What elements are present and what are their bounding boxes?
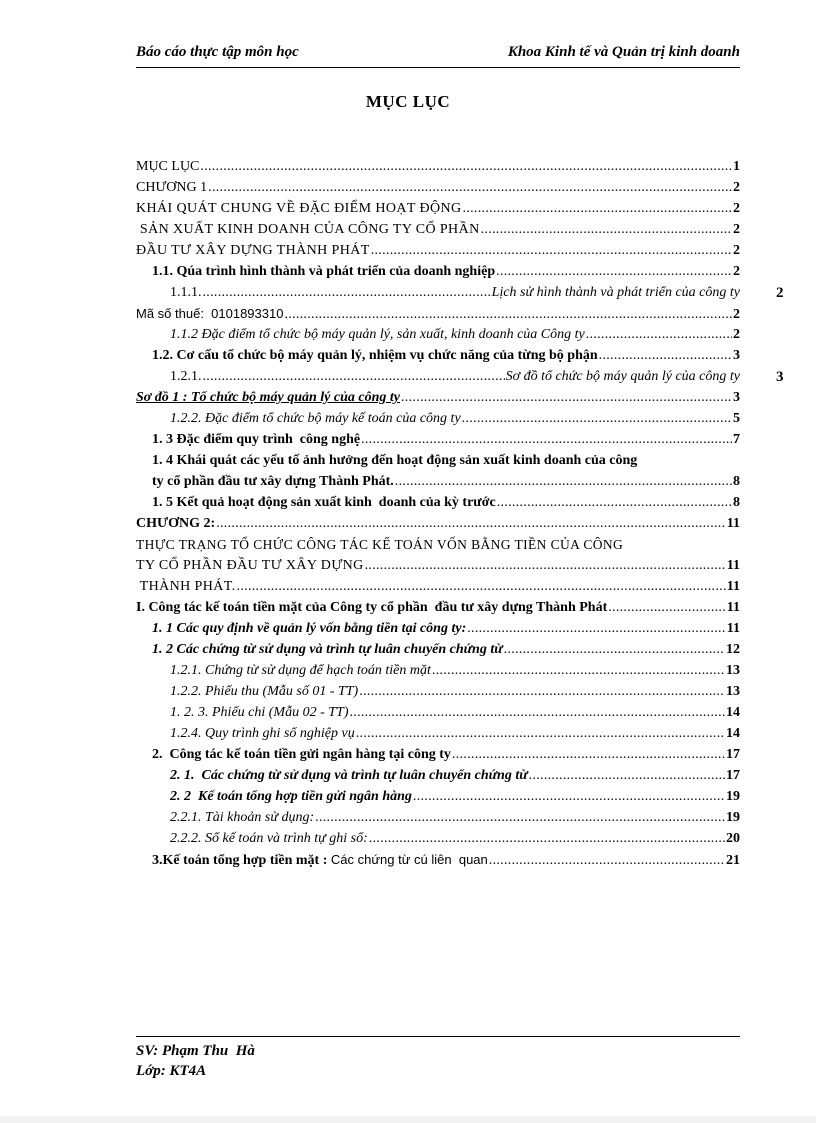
toc-entry-text: ĐẦU TƯ XÂY DỰNG THÀNH PHÁT [136,243,370,258]
toc-entry-text: 1. 2 Các chứng từ sử dụng và trình tự luân chuyển chứng từ [152,642,503,657]
toc-entry-text: Sơ đồ tổ chức bộ máy quản lý của công ty [505,369,740,384]
toc-entry[interactable] [136,262,740,283]
toc-entry-page: 1 [733,159,740,174]
toc-entry-page: 11 [726,558,740,573]
toc-entry[interactable] [136,619,740,640]
toc-entry[interactable] [136,430,740,451]
toc-entry-text: THỰC TRẠNG TỔ CHỨC CÔNG TÁC KẾ TOÁN VỐN BẰNG TIỀN CỦA CÔNG [136,537,624,552]
toc-entry-page: 13 [726,663,740,678]
toc-entry[interactable] [136,703,740,724]
toc-entry[interactable] [136,493,740,514]
toc-entry-page: 3 [733,348,740,363]
toc-entry-page: 2 [733,264,740,279]
header-divider [136,67,740,68]
toc-entry[interactable] [136,304,740,325]
toc-entry-text: 1.2.1. Chứng từ sử dụng để hạch toán tiền mặt [170,663,431,678]
toc-entry-page: 2 [733,327,740,342]
page-footer [136,1041,255,1081]
toc-entry-text: 2. 1. Các chứng từ sử dụng và trình tự luân chuyển chứng từ [170,768,528,783]
toc-entry[interactable] [136,787,740,808]
toc-entry-page: 11 [726,516,740,531]
toc-entry[interactable] [136,745,740,766]
toc-entry[interactable] [136,661,740,682]
toc-entry[interactable] [136,388,740,409]
toc-entry-text: 1. 1 Các quy định về quản lý vốn bằng tiền tại công ty: [152,621,467,636]
toc-entry-text: THÀNH PHÁT. [136,579,236,594]
toc-entry-text: Sơ đồ 1 : Tổ chức bộ máy quản lý của công ty [136,390,400,405]
toc-entry-text: 1.2. Cơ cấu tổ chức bộ máy quản lý, nhiệm vụ chức năng của từng bộ phận [152,348,598,363]
toc-entry-page: 17 [726,747,740,762]
toc-entry-page: 2 [776,285,784,301]
toc-entry[interactable] [136,157,740,178]
toc-entry[interactable] [136,199,740,220]
toc-entry-text: CHƯƠNG 2: [136,516,216,531]
footer-student: SV: Phạm Thu Hà [136,1043,255,1059]
toc-entry-text: I. Công tác kế toán tiền mặt của Công ty cổ phần đầu tư xây dựng Thành Phát [136,600,608,615]
toc-entry[interactable] [136,451,740,493]
toc-entry-page: 14 [726,726,740,741]
toc-entry-text: KHÁI QUÁT CHUNG VỀ ĐẶC ĐIỂM HOẠT ĐỘNG [136,201,462,216]
toc-entry[interactable] [136,850,740,871]
toc-entry[interactable] [136,577,740,598]
toc-entry-page: 11 [726,621,740,636]
toc-entry[interactable] [136,766,740,787]
toc-entry[interactable] [136,409,740,430]
toc-entry-text: MỤC LỤC [136,159,200,174]
toc-entry-text: 1.2.2. Phiếu thu (Mẫu số 01 - TT) [170,684,359,699]
toc-entry[interactable] [136,367,784,388]
toc-entry-text: 1.2.4. Quy trình ghi sổ nghiệp vụ [170,726,355,741]
toc-entry[interactable] [136,724,740,745]
toc-entry-text: 1.2.2. Đặc điểm tổ chức bộ máy kế toán của công ty [170,411,461,426]
toc-entry-text: 2.2.2. Sổ kế toán và trình tự ghi sổ: [170,831,368,846]
toc-entry-page: 5 [733,411,740,426]
toc-entry-page: 7 [733,432,740,447]
toc-entry-page: 19 [726,789,740,804]
toc-entry-page: 17 [726,768,740,783]
toc-entry-number: 1.1.1. [170,285,202,300]
toc-entry-page: 2 [733,180,740,195]
toc-entry-text: 2. Công tác kế toán tiền gửi ngân hàng tại công ty [152,747,451,762]
toc-entry-page: 12 [726,642,740,657]
toc-entry-text: CHƯƠNG 1 [136,180,208,195]
toc-entry[interactable] [136,598,740,619]
toc-entry-text: 1.1.2 Đặc điểm tổ chức bộ máy quản lý, sản xuất, kinh doanh của Công ty [170,327,585,342]
toc-entry-page: 21 [726,853,740,868]
toc-entry-text: 1.1. Qúa trình hình thành và phát triển của doanh nghiệp [152,264,496,279]
toc-entry[interactable] [136,346,740,367]
toc-entry-page: 11 [726,600,740,615]
toc-entry-page: 2 [733,201,740,216]
toc-entry-text: 1. 4 Khái quát các yếu tố ảnh hưởng đến hoạt động sản xuất kinh doanh của công [152,453,638,468]
toc-entry[interactable] [136,220,740,241]
toc-entry[interactable] [136,514,740,535]
toc-entry-text: Lịch sử hình thành và phát triển của công ty [491,285,740,300]
toc-entry[interactable] [136,640,740,661]
toc-entry-page: 8 [733,474,740,489]
toc-entry-page: 19 [726,810,740,825]
toc-entry-page: 3 [776,369,784,385]
footer-class: Lớp: KT4A [136,1063,207,1079]
toc-entry-page: 20 [726,831,740,846]
toc-entry[interactable] [136,241,740,262]
toc-entry-text: 2.2.1. Tài khoản sử dụng: [170,810,315,825]
toc-entry[interactable] [136,535,740,577]
toc-entry-page: 2 [733,243,740,258]
page-bottom-edge [0,1116,816,1123]
header-report-title: Báo cáo thực tập môn học [136,44,299,60]
toc-entry-text: SẢN XUẤT KINH DOANH CỦA CÔNG TY CỔ PHẦN [136,222,480,237]
table-of-contents [136,157,784,871]
toc-entry-text: Mã số thuế: 0101893310 [136,306,284,321]
toc-entry-page: 2 [733,222,740,237]
header-faculty: Khoa Kinh tế và Quản trị kinh doanh [507,44,740,60]
toc-entry[interactable] [136,325,740,346]
footer-divider [136,1036,740,1037]
toc-entry-text: 3.Kế toán tổng hợp tiền mặt : [152,853,331,868]
toc-entry-text: 2. 2 Kế toán tổng hợp tiền gửi ngân hàng [170,789,412,804]
toc-entry-page: 8 [733,495,740,510]
page-title: MỤC LỤC [365,92,451,111]
toc-entry-text: 1. 5 Kết quả hoạt động sản xuất kinh doanh của kỳ trước [152,495,496,510]
toc-entry-text: 1. 3 Đặc điểm quy trình công nghệ [152,432,361,447]
toc-entry[interactable] [136,682,740,703]
toc-entry[interactable] [136,283,784,304]
toc-entry-text-cont: TY CỔ PHẦN ĐẦU TƯ XÂY DỰNG [136,558,364,573]
toc-entry-text-cont: ty cổ phần đầu tư xây dựng Thành Phát. [152,474,394,489]
toc-entry-number: 1.2.1. [170,369,202,384]
page-header [136,44,740,66]
toc-entry-page: 3 [733,390,740,405]
toc-entry-page: 2 [733,307,740,322]
toc-entry-text: 1. 2. 3. Phiếu chi (Mẫu 02 - TT) [170,705,349,720]
toc-entry[interactable] [136,829,740,850]
toc-entry-page: 14 [726,705,740,720]
toc-entry[interactable] [136,178,740,199]
toc-entry-page: 13 [726,684,740,699]
toc-entry-page: 11 [726,579,740,594]
toc-entry-text-cont: Các chứng từ cú liên quan [330,852,488,867]
toc-entry[interactable] [136,808,740,829]
